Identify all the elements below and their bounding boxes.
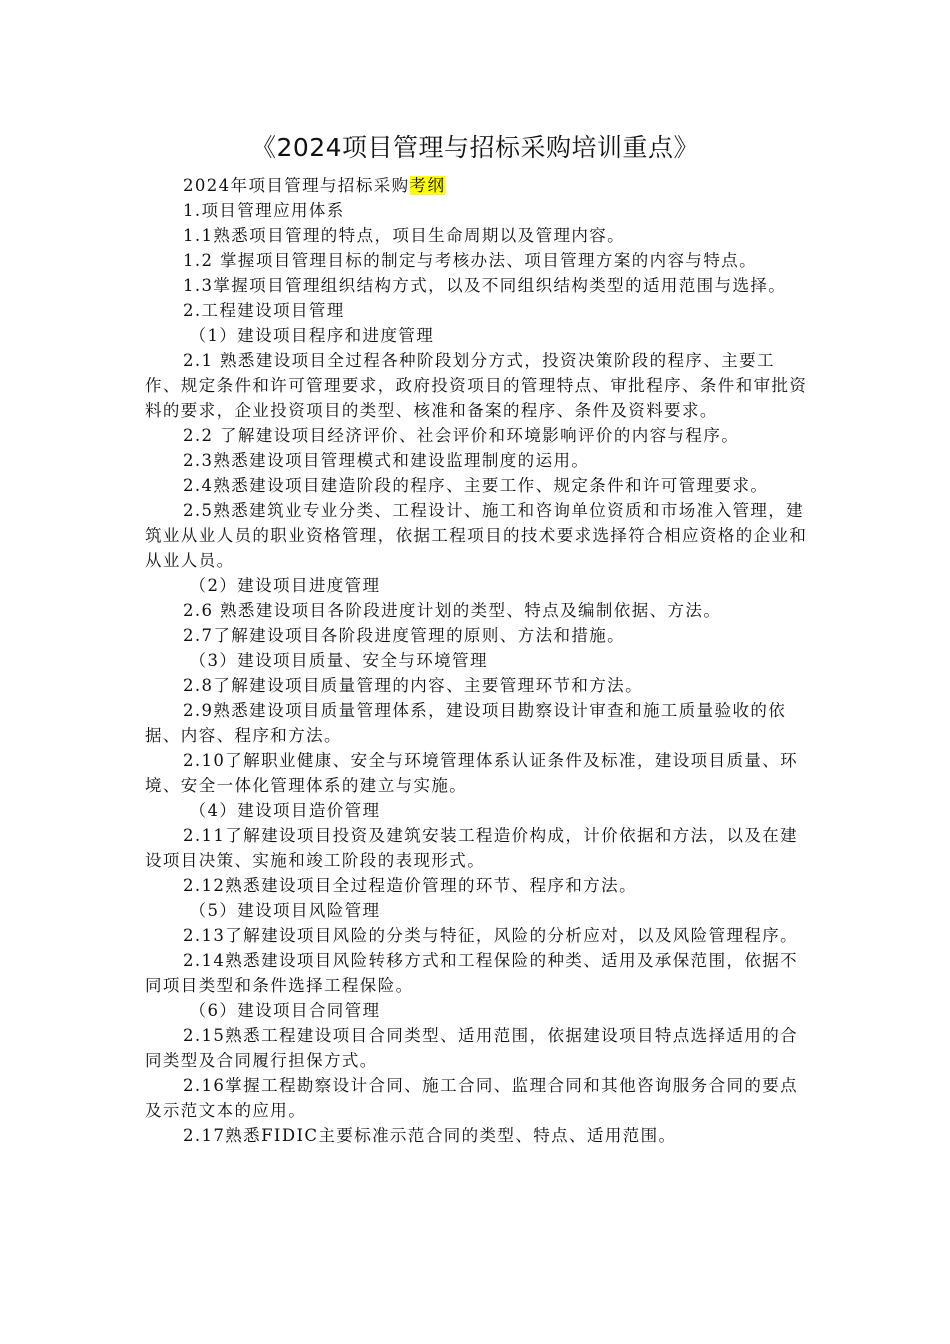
section-subheading: （2）建设项目进度管理 bbox=[189, 576, 381, 595]
section-subheading: （3）建设项目质量、安全与环境管理 bbox=[189, 651, 488, 670]
heading-subject: 项目管理与招标采购 bbox=[248, 176, 410, 195]
paragraph: 2.16掌握工程勘察设计合同、施工合同、监理合同和其他咨询服务合同的要点及示范文本的应用。 bbox=[145, 1076, 799, 1120]
paragraph: 2.5熟悉建筑业专业分类、工程设计、施工和咨询单位资质和市场准入管理，建筑业从业人员的职业资格管理，依据工程项目的技术要求选择符合相应资格的企业和从业人员。 bbox=[145, 501, 808, 570]
paragraph: 2.10了解职业健康、安全与环境管理体系认证条件及标准，建设项目质量、环境、安全一体化管理体系的建立与实施。 bbox=[145, 751, 799, 795]
paragraph: 2.6 熟悉建设项目各阶段进度计划的类型、特点及编制依据、方法。 bbox=[182, 601, 722, 620]
paragraph: 2.7了解建设项目各阶段进度管理的原则、方法和措施。 bbox=[182, 626, 626, 645]
paragraph: 2.12熟悉建设项目全过程造价管理的环节、程序和方法。 bbox=[182, 876, 637, 895]
paragraph: 2.15熟悉工程建设项目合同类型、适用范围，依据建设项目特点选择适用的合同类型及合同履行担保方式。 bbox=[145, 1026, 799, 1070]
paragraph: 2.9熟悉建设项目质量管理体系，建设项目勘察设计审查和施工质量验收的依据、内容、程序和方法。 bbox=[145, 701, 787, 745]
paragraph: 2.14熟悉建设项目风险转移方式和工程保险的种类、适用及承保范围，依据不同项目类型和条件选择工程保险。 bbox=[145, 951, 799, 995]
paragraph: 2.3熟悉建设项目管理模式和建设监理制度的运用。 bbox=[182, 451, 590, 470]
section-subheading: （6）建设项目合同管理 bbox=[189, 1001, 381, 1020]
paragraph: 2.17熟悉FIDIC主要标准示范合同的类型、特点、适用范围。 bbox=[182, 1126, 677, 1145]
heading-year: 2024年 bbox=[182, 176, 249, 195]
paragraph: 2.2 了解建设项目经济评价、社会评价和环境影响评价的内容与程序。 bbox=[182, 426, 740, 445]
paragraph: 2.11了解建设项目投资及建筑安装工程造价构成，计价依据和方法，以及在建设项目决策、实施和竣工阶段的表现形式。 bbox=[145, 826, 799, 870]
paragraph: 2.8了解建设项目质量管理的内容、主要管理环节和方法。 bbox=[182, 676, 643, 695]
section-subheading: （1）建设项目程序和进度管理 bbox=[189, 326, 435, 345]
paragraph: 2.1 熟悉建设项目全过程各种阶段划分方式，投资决策阶段的程序、主要工作、规定条件和许可管理要求，政府投资项目的管理特点、审批程序、条件和审批资料的要求，企业投资项目的类型、核准和备案的程序、条件及资料要求。 bbox=[145, 351, 808, 420]
paragraph: 2.4熟悉建设项目建造阶段的程序、主要工作、规定条件和许可管理要求。 bbox=[182, 476, 769, 495]
section-subheading: （5）建设项目风险管理 bbox=[189, 901, 381, 920]
heading-highlight: 考纲 bbox=[409, 176, 446, 195]
section-subheading: （4）建设项目造价管理 bbox=[189, 801, 381, 820]
paragraph: 1.项目管理应用体系 bbox=[182, 201, 345, 220]
paragraph: 1.3掌握项目管理组织结构方式，以及不同组织结构类型的适用范围与选择。 bbox=[182, 276, 787, 295]
paragraph: 1.1熟悉项目管理的特点，项目生命周期以及管理内容。 bbox=[182, 226, 626, 245]
syllabus-heading bbox=[145, 173, 809, 198]
document-body bbox=[145, 173, 809, 1148]
paragraph: 2.工程建设项目管理 bbox=[182, 301, 345, 320]
paragraph: 1.2 掌握项目管理目标的制定与考核办法、项目管理方案的内容与特点。 bbox=[182, 251, 758, 270]
document-title: 《2024项目管理与招标采购培训重点》 bbox=[250, 133, 700, 162]
paragraph: 2.13了解建设项目风险的分类与特征，风险的分析应对，以及风险管理程序。 bbox=[182, 926, 799, 945]
paragraph-list bbox=[145, 198, 809, 1148]
